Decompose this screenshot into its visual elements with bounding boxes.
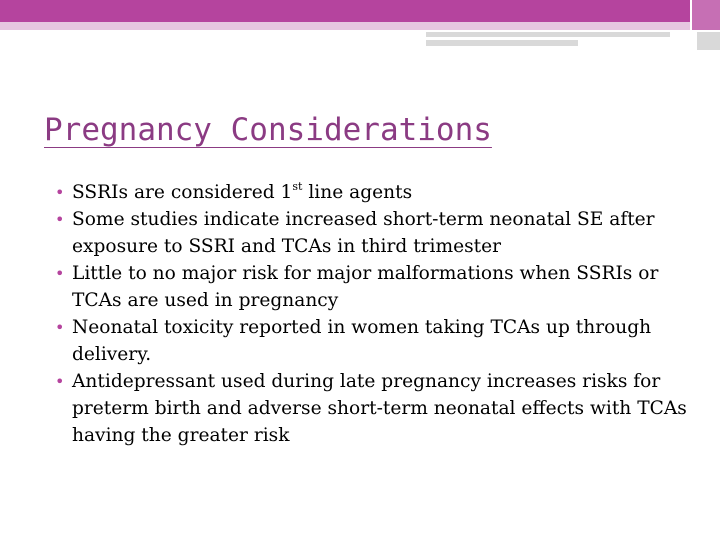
bullet-marker: • [55, 264, 65, 283]
bullet-item [55, 368, 695, 449]
header-banner [0, 0, 690, 22]
bullet-marker: • [55, 210, 65, 229]
header-banner-light-strip [0, 22, 690, 30]
bullet-item [55, 260, 695, 314]
bullet-item [55, 206, 695, 260]
bullet-item [55, 179, 695, 206]
bullet-text: SSRIs are considered 1 [72, 182, 293, 203]
bullet-text: Neonatal toxicity reported in women taking TCAs up through delivery. [72, 317, 652, 365]
bullet-text: Little to no major risk for major malformations when SSRIs or TCAs are used in pregnancy [72, 263, 659, 311]
bullet-marker: • [55, 318, 65, 337]
bullet-list [55, 179, 695, 449]
bullet-text: Some studies indicate increased short-term neonatal SE after exposure to SSRI and TCAs in third trimester [72, 209, 655, 257]
bullet-marker: • [55, 183, 65, 202]
bullet-text: Antidepressant used during late pregnancy increases risks for preterm birth and adverse short-term neonatal effects with TCAs having the greater risk [72, 371, 687, 446]
header-banner-divider [690, 0, 692, 30]
header-banner-tail [690, 0, 720, 30]
slide-title: Pregnancy Considerations [44, 112, 492, 148]
decorative-gray-bar [426, 40, 578, 46]
decorative-gray-bar [426, 32, 670, 37]
bullet-superscript: st [292, 180, 303, 193]
bullet-marker: • [55, 372, 65, 391]
bullet-item [55, 314, 695, 368]
decorative-gray-bar [697, 32, 720, 50]
bullet-text: line agents [302, 182, 413, 203]
